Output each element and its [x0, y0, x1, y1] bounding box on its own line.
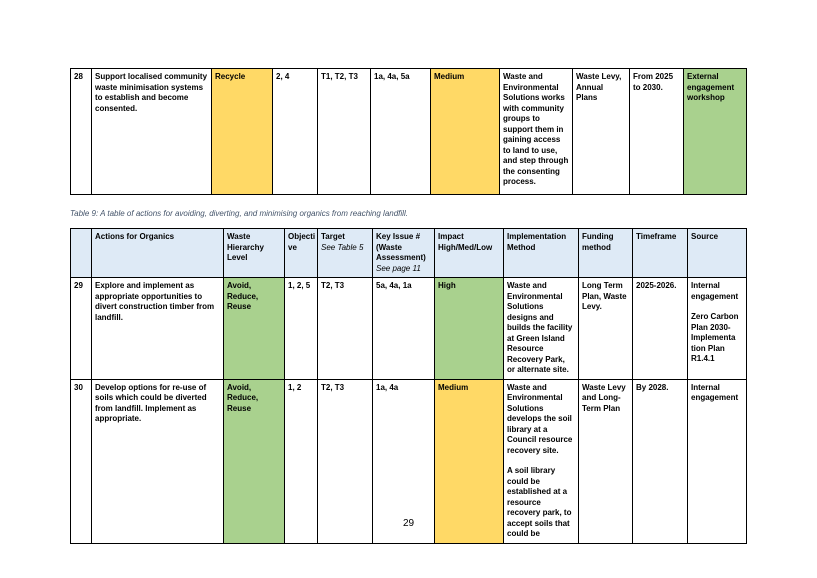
- target-cell: T2, T3: [318, 379, 373, 543]
- action-cell: Support localised community waste minimisation systems to establish and become consented.: [92, 69, 212, 195]
- header-key-issue-note: See page 11: [376, 263, 421, 273]
- impact-cell: Medium: [431, 69, 500, 195]
- header-implementation: Implementation Method: [504, 229, 579, 278]
- implementation-paragraph: Waste and Environmental Solutions develops the soil library at a Council resource recovery site.: [507, 382, 573, 455]
- target-cell: T2, T3: [318, 278, 373, 380]
- actions-table-continued: [70, 68, 747, 195]
- header-source: Source: [688, 229, 747, 278]
- header-actions: Actions for Organics: [92, 229, 224, 278]
- table-row: [71, 278, 747, 380]
- key-issue-cell: 1a, 4a: [373, 379, 435, 543]
- action-cell: Develop options for re-use of soils which could be diverted from landfill. Implement as appropriate.: [92, 379, 224, 543]
- page-number: 29: [402, 518, 415, 529]
- header-target-note: See Table 5: [321, 242, 364, 252]
- header-key-issue-label: Key Issue # (Waste Assessment): [376, 232, 426, 262]
- key-issue-cell: 1a, 4a, 5a: [371, 69, 431, 195]
- table-caption: Table 9: A table of actions for avoiding, diverting, and minimising organics from reaching landfill.: [70, 209, 408, 218]
- header-timeframe: Timeframe: [633, 229, 688, 278]
- impact-cell: High: [435, 278, 504, 380]
- source-cell: [688, 278, 747, 380]
- funding-cell: Waste Levy, Annual Plans: [573, 69, 630, 195]
- table-row: [71, 69, 747, 195]
- row-number: 28: [71, 69, 92, 195]
- target-cell: T1, T2, T3: [318, 69, 371, 195]
- header-key-issue: [373, 229, 435, 278]
- header-objective: Objecti ve: [285, 229, 318, 278]
- header-num: [71, 229, 92, 278]
- header-target: [318, 229, 373, 278]
- source-line: Internal engagement: [691, 281, 739, 301]
- action-cell: Explore and implement as appropriate opportunities to divert construction timber from landfill.: [92, 278, 224, 380]
- objective-cell: 2, 4: [273, 69, 318, 195]
- key-issue-cell: 5a, 4a, 1a: [373, 278, 435, 380]
- row-number: 29: [71, 278, 92, 380]
- funding-cell: Long Term Plan, Waste Levy.: [579, 278, 633, 380]
- source-cell: External engagement workshop: [684, 69, 747, 195]
- objective-cell: 1, 2: [285, 379, 318, 543]
- hierarchy-cell: Avoid, Reduce, Reuse: [224, 278, 285, 380]
- organics-actions-table: [70, 228, 747, 544]
- header-impact: Impact High/Med/Low: [435, 229, 504, 278]
- funding-cell: Waste Levy and Long-Term Plan: [579, 379, 633, 543]
- timeframe-cell: 2025-2026.: [633, 278, 688, 380]
- table-header-row: [71, 229, 747, 278]
- hierarchy-cell: Recycle: [212, 69, 273, 195]
- header-funding: Funding method: [579, 229, 633, 278]
- impact-cell: Medium: [435, 379, 504, 543]
- row-number: 30: [71, 379, 92, 543]
- timeframe-cell: By 2028.: [633, 379, 688, 543]
- hierarchy-cell: Avoid, Reduce, Reuse: [224, 379, 285, 543]
- source-line: Zero Carbon Plan 2030- Implementa tion Plan R1.4.1: [691, 312, 739, 363]
- header-hierarchy: Waste Hierarchy Level: [224, 229, 285, 278]
- header-target-label: Target: [321, 232, 345, 241]
- implementation-paragraph: A soil library could be established at a resource recovery park, to accept soils that could be: [507, 466, 572, 538]
- implementation-cell: Waste and Environmental Solutions designs and builds the facility at Green Island Resource Recovery Park, or alternate site.: [504, 278, 579, 380]
- implementation-cell: Waste and Environmental Solutions works with community groups to support them in gaining access to land to use, and step through the consenting process.: [500, 69, 573, 195]
- source-cell: Internal engagement: [688, 379, 747, 543]
- objective-cell: 1, 2, 5: [285, 278, 318, 380]
- timeframe-cell: From 2025 to 2030.: [630, 69, 684, 195]
